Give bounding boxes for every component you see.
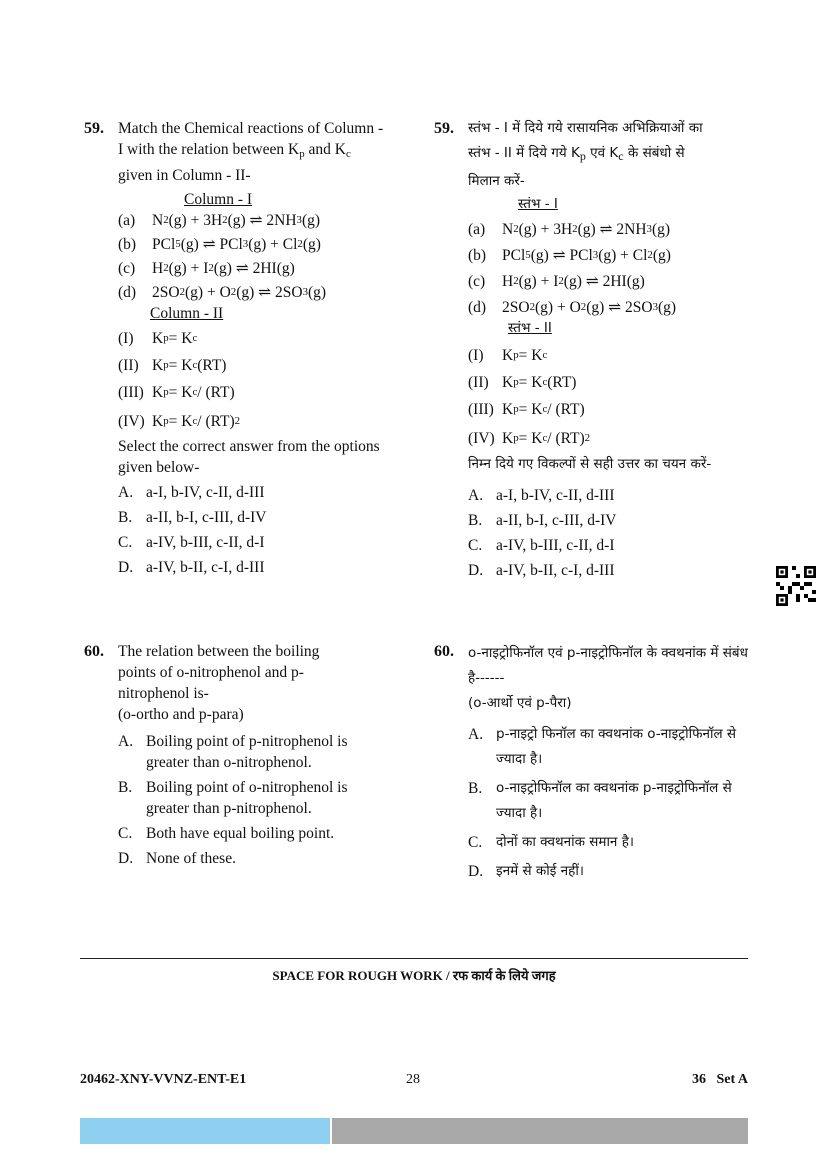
reaction-b: (b) PCl 5 (g) ⇌ PCl 3 (g) + Cl 2 (g): [118, 236, 321, 253]
page-number: 28: [406, 1072, 420, 1087]
relation-iv: (IV) K p = K c / (RT) 2: [118, 413, 241, 430]
relation-list: [468, 345, 754, 449]
column-2-title: Column - II: [150, 305, 224, 322]
option-a[interactable]: A. Boiling point of p-nitrophenol is greater than o-nitrophenol.: [118, 733, 348, 771]
select-instruction: निम्न दिये गए विकल्पों से सही उत्तर का चयन करें-: [468, 456, 712, 472]
q60-english: [84, 641, 384, 873]
reaction-d: (d) 2SO 2 (g) + O 2 (g) ⇌ 2SO 3 (g): [118, 284, 327, 301]
question-stem: The relation between the boiling points of o-nitrophenol and p-nitrophenol is-: [118, 643, 320, 702]
qr-code-icon: [776, 566, 816, 606]
question-number: 59.: [84, 120, 104, 137]
q60-hindi: [434, 641, 754, 888]
reaction-d: (d) 2SO 2 (g) + O 2 (g) ⇌ 2SO 3 (g): [468, 299, 677, 316]
question-stem: o-नाइट्रोफिनॉल एवं p-नाइट्रोफिनॉल के क्वथनांक में संबंध है------: [468, 645, 748, 686]
option-c[interactable]: C. a-IV, b-III, c-II, d-I: [118, 534, 265, 551]
relation-i: (I) K p = K c: [118, 330, 198, 347]
option-a[interactable]: A. a-I, b-IV, c-II, d-III: [468, 487, 615, 504]
reaction-c: (c) H 2 (g) + I 2 (g) ⇌ 2HI(g): [118, 260, 295, 277]
relation-ii: (II) K p = K c (RT): [468, 374, 577, 391]
question-number: 60.: [434, 643, 454, 660]
question-number: 60.: [84, 643, 104, 660]
option-d[interactable]: D. इनमें से कोई नहीं।: [468, 863, 584, 880]
option-d[interactable]: D. None of these.: [118, 850, 236, 867]
option-c[interactable]: C. दोनों का क्वथनांक समान है।: [468, 834, 635, 851]
option-c[interactable]: C. a-IV, b-III, c-II, d-I: [468, 537, 615, 554]
relation-list: [118, 328, 384, 432]
reaction-b: (b) PCl 5 (g) ⇌ PCl 3 (g) + Cl 2 (g): [468, 247, 671, 264]
question-note: (o-ortho and p-para): [118, 706, 244, 723]
option-a[interactable]: A. a-I, b-IV, c-II, d-III: [118, 484, 265, 501]
relation-iv: (IV) K p = K c / (RT) 2: [468, 430, 591, 447]
reaction-list: [468, 219, 754, 318]
question-stem: Match the Chemical reactions of Column - I with the relation between $K_p$ and $K_c$ given in Column - II-: [118, 120, 384, 184]
column-2-title: स्तंभ - II: [508, 320, 552, 336]
question-number: 59.: [434, 120, 454, 137]
paper-code: 20462-XNY-VVNZ-ENT-E1: [80, 1072, 247, 1087]
option-b[interactable]: B. Boiling point of o-nitrophenol is greater than p-nitrophenol.: [118, 779, 348, 817]
question-stem: स्तंभ - I में दिये गये रासायनिक अभिक्रियाओं का स्तंभ - II में दिये गये $K_p$ एवं $K_c$ के संबंधो से मिलान करें-: [468, 120, 703, 189]
option-c[interactable]: C. Both have equal boiling point.: [118, 825, 335, 842]
option-d[interactable]: D. a-IV, b-II, c-I, d-III: [118, 559, 265, 576]
relation-iii: (III) K p = K c / (RT): [468, 401, 585, 418]
reaction-c: (c) H 2 (g) + I 2 (g) ⇌ 2HI(g): [468, 273, 645, 290]
reaction-list: [118, 210, 384, 303]
rough-work-divider: [80, 958, 748, 959]
question-note: (o-आर्थो एवं p-पैरा): [468, 695, 572, 711]
select-instruction: Select the correct answer from the options given below-: [118, 438, 380, 476]
reaction-a: (a) N 2 (g) + 3H 2 (g) ⇌ 2NH 3 (g): [468, 221, 671, 238]
column-1-title: Column - I: [184, 191, 253, 208]
relation-iii: (III) K p = K c / (RT): [118, 384, 235, 401]
column-1-title: स्तंभ - I: [518, 196, 558, 212]
reaction-a: (a) N 2 (g) + 3H 2 (g) ⇌ 2NH 3 (g): [118, 212, 321, 229]
option-a[interactable]: A. p-नाइट्रो फिनॉल का क्वथनांक o-नाइट्रोफिनॉल से ज्यादा है।: [468, 726, 737, 767]
q59-hindi: [434, 118, 754, 585]
option-b[interactable]: B. a-II, b-I, c-III, d-IV: [118, 509, 267, 526]
option-d[interactable]: D. a-IV, b-II, c-I, d-III: [468, 562, 615, 579]
relation-ii: (II) K p = K c (RT): [118, 357, 227, 374]
footer-bar-blue: [80, 1118, 330, 1144]
footer-bar-grey: [332, 1118, 748, 1144]
q59-english: [84, 118, 384, 582]
rough-work-label: SPACE FOR ROUGH WORK / रफ कार्य के लिये जगह: [272, 968, 556, 983]
relation-i: (I) K p = K c: [468, 347, 548, 364]
set-label: 36 Set A: [692, 1072, 748, 1087]
option-b[interactable]: B. a-II, b-I, c-III, d-IV: [468, 512, 617, 529]
option-b[interactable]: B. o-नाइट्रोफिनॉल का क्वथनांक p-नाइट्रोफिनॉल से ज्यादा है।: [468, 780, 732, 821]
